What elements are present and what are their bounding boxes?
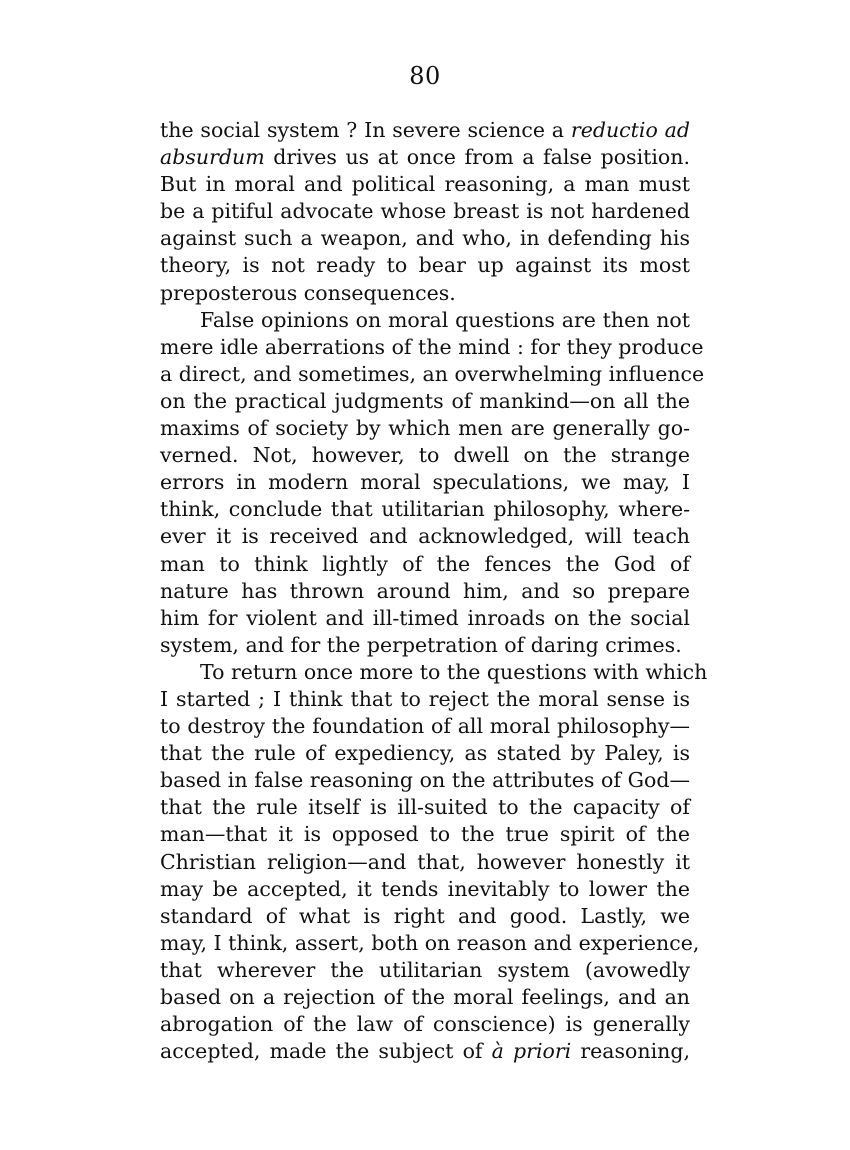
text-line: absurdum drives us at once from a false position. [160,145,690,170]
text-line: accepted, made the subject of à priori reasoning, [160,1039,690,1064]
text-line: a direct, and sometimes, an overwhelming influence [160,361,705,386]
text-line: that the rule itself is ill-suited to the capacity of [160,795,690,820]
text-line: verned. Not, however, to dwell on the strange [160,443,690,468]
text-line: mere idle aberrations of the mind : for they produce [160,334,704,359]
paragraph-start-line: False opinions on moral questions are then not [200,307,690,332]
text-line: the social system ? In severe science a reductio ad [160,118,690,142]
text-line: errors in modern moral speculations, we may, I [160,470,690,495]
text-line: based in false reasoning on the attributes of God— [160,768,690,793]
text-line: that wherever the utilitarian system (avowedly [160,957,690,982]
text-line: ever it is received and acknowledged, will teach [160,524,690,549]
text-line: that the rule of expediency, as stated by Paley, is [160,741,690,766]
text-line: him for violent and ill-timed inroads on the social [160,605,690,630]
text-line: standard of what is right and good. Lastly, we [160,903,690,928]
text-line: to destroy the foundation of all moral philosophy— [160,714,690,739]
text-line: I started ; I think that to reject the moral sense is [160,686,690,711]
text-line: based on a rejection of the moral feelings, and an [160,985,690,1009]
text-line: preposterous consequences. [160,280,456,305]
text-line: But in moral and political reasoning, a man must [160,172,690,197]
text-line: Christian religion—and that, however honestly it [160,849,690,874]
text-line: man—that it is opposed to the true spirit of the [160,822,690,847]
text-line: maxims of society by which men are generally go- [160,416,690,441]
text-line: nature has thrown around him, and so prepare [160,578,690,603]
body-text [160,117,708,1065]
paragraph-start-line: To return once more to the questions with which [200,659,708,684]
text-line: be a pitiful advocate whose breast is not hardened [160,199,690,224]
text-line: man to think lightly of the fences the God of [160,551,690,576]
text-line: abrogation of the law of conscience) is generally [160,1012,690,1037]
text-line: theory, is not ready to bear up against its most [160,253,690,278]
page-number: 80 [409,62,441,90]
text-line: think, conclude that utilitarian philosophy, where- [160,497,690,522]
text-line: may, I think, assert, both on reason and experience, [160,930,700,955]
text-line: may be accepted, it tends inevitably to lower the [160,876,690,901]
text-line: system, and for the perpetration of daring crimes. [160,632,682,657]
text-line: on the practical judgments of mankind—on all the [160,388,690,413]
text-line: against such a weapon, and who, in defending his [160,226,690,251]
